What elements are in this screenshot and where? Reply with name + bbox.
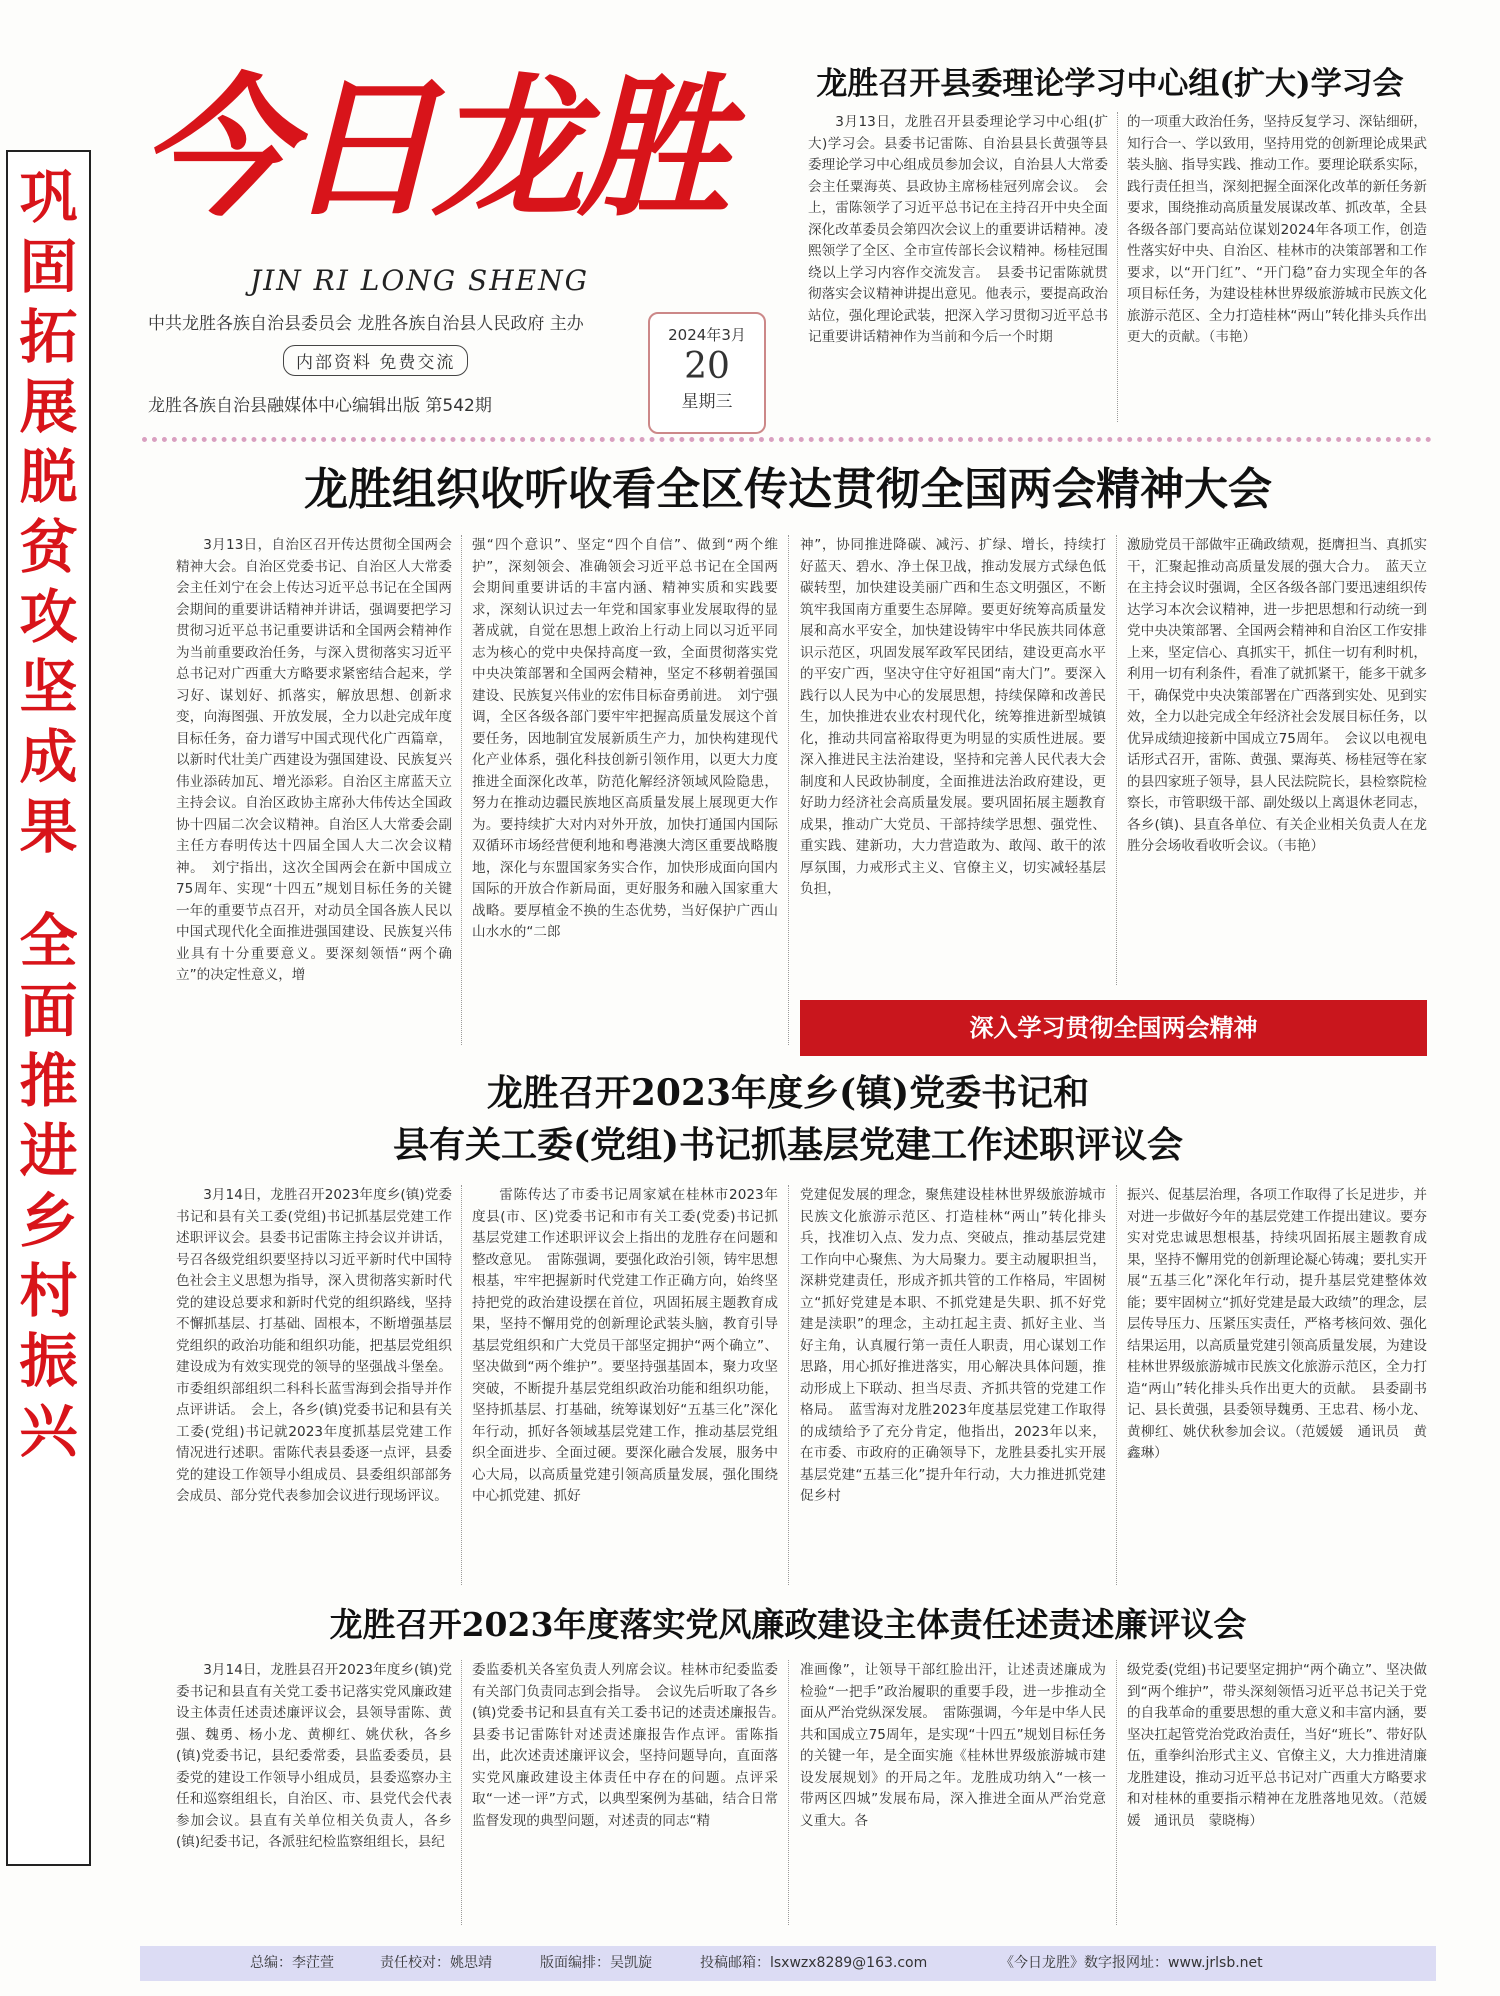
slogan-char: 面 [19, 977, 78, 1045]
column-divider [1117, 112, 1118, 422]
slogan-char: 脱 [19, 443, 78, 511]
slogan-char: 进 [19, 1117, 78, 1185]
footer-email[interactable]: 投稿邮箱：lsxwzx8289@163.com [700, 1955, 928, 1971]
slogan-char: 拓 [19, 303, 78, 371]
column-divider [461, 535, 462, 1045]
article2-column [176, 535, 452, 1055]
slogan-char: 全 [19, 907, 78, 975]
article4-text: 3月14日，龙胜县召开2023年度乡(镇)党委书记和县直有关党工委书记落实党风廉政建设主体责任述责述廉评议会，县领导雷陈、黄强、魏勇、杨小龙、黄柳红、姚伏秋，各乡(镇)党委书记，县纪委常委，县监委委员，县委党的建设工作领导小组成员，县委巡察办主任和巡察组组长，自治区、市、县党代会代表参加会议。县直有关单位相关负责人，各乡(镇)纪委书记，各派驻纪检监察组组长，县纪 [176, 1662, 452, 1850]
slogan-char: 推 [19, 1047, 78, 1115]
slogan-char: 贫 [19, 513, 78, 581]
article4-text: 级党委(党组)书记要坚定拥护“两个确立”、坚决做到“两个维护”，带头深刻领悟习近平总书记关于党的自我革命的重要思想的重大意义和丰富内涵，要坚决扛起管党治党政治责任，当好“班长”、带好队伍，重拳纠治形式主义、官僚主义，大力推进清廉龙胜建设，推动习近平总书记对广西重大方略要求和对桂林的重要指示精神在龙胜落地见效。（范媛媛 通讯员 蒙晓梅） [1127, 1662, 1427, 1829]
article2-column [1127, 535, 1427, 990]
article3-text: 党建促发展的理念，聚焦建设桂林世界级旅游城市民族文化旅游示范区、打造桂林“两山”转化排头兵，找准切入点、发力点、突破点，推动基层党建工作向中心聚焦、为大局聚力。要主动履职担当，深耕党建责任，形成齐抓共管的工作格局，牢固树立“抓好党建是本职、不抓党建是失职、抓不好党建是渎职”的理念，主动扛起主责、抓好主业、当好主角，认真履行第一责任人职责，用心谋划工作思路，用心抓好推进落实，用心解决具体问题，推动形成上下联动、担当尽责、齐抓共管的党建工作格局。 蓝雪海对龙胜2023年度基层党建工作取得的成绩给予了充分肯定，他指出，2023年以来，在市委、市政府的正确领导下，龙胜县委扎实开展基层党建“五基三化”提升年行动，大力推进抓党建促乡村 [800, 1187, 1106, 1504]
footer-chief-editor: 总编：李茳萱 [250, 1955, 334, 1971]
column-divider [788, 535, 789, 1045]
column-divider [1116, 1660, 1117, 1925]
masthead-sponsor: 中共龙胜各族自治县委员会 龙胜各族自治县人民政府 主办 [148, 314, 584, 334]
article3-text: 3月14日，龙胜召开2023年度乡(镇)党委书记和县有关工委(党组)书记抓基层党建工作述职评议会。县委书记雷陈主持会议并讲话，号召各级党组织要坚持以习近平新时代中国特色社会主义思想为指导，深入贯彻落实新时代党的建设总要求和新时代党的组织路线，坚持不懈抓基层、打基础、固根本，不断增强基层党组织的政治功能和组织功能，把基层党组织建设成为有效实现党的领导的坚强战斗堡垒。市委组织部组织二科科长蓝雪海到会指导并作点评讲话。 会上，各乡(镇)党委书记和县有关工委(党组)书记就2023年度抓基层党建工作情况进行述职。雷陈代表县委逐一点评，县委党的建设工作领导小组成员、县委组织部部务会成员、部分党代表参加会议进行现场评议。 [176, 1187, 452, 1504]
slogan-char: 巩 [19, 163, 78, 231]
article2-column [800, 535, 1106, 990]
article2-text: 神”，协同推进降碳、减污、扩绿、增长，持续打好蓝天、碧水、净土保卫战，推动发展方式绿色低碳转型，加快建设美丽广西和生态文明强区，不断筑牢我国南方重要生态屏障。要更好统筹高质量发展和高水平安全，加快建设铸牢中华民族共同体意识示范区，巩固发展军政军民团结，建设更高水平的平安广西，坚决守住守好祖国“南大门”。要深入践行以人民为中心的发展思想，持续保障和改善民生，加快推进农业农村现代化，统筹推进新型城镇化，推动共同富裕取得更为明显的实质性进展。要深入推进民主法治建设，坚持和完善人民代表大会制度和人民政协制度，全面推进法治政府建设，更好助力经济社会高质量发展。要巩固拓展主题教育成果，推动广大党员、干部持续学思想、强党性、重实践、建新功，大力营造敢为、敢闯、敢干的浓厚氛围，力戒形式主义、官僚主义，切实减轻基层负担， [800, 537, 1106, 897]
article4-column [1127, 1660, 1427, 1932]
article2-text: 3月13日，自治区召开传达贯彻全国两会精神大会。自治区党委书记、自治区人大常委会主任刘宁在会上传达习近平总书记在全国两会期间的重要讲话精神并讲话，强调要把学习贯彻习近平总书记重要讲话和全国两会精神作为当前重要政治任务，与深入贯彻落实习近平总书记对广西重大方略要求紧密结合起来，学习好、谋划好、抓落实，解放思想、创新求变，向海图强、开放发展，全力以赴完成年度目标任务，奋力谱写中国式现代化广西篇章，以新时代壮美广西建设为强国建设、民族复兴伟业添砖加瓦、增光添彩。自治区主席蓝天立主持会议。自治区政协主席孙大伟传达全国政协十四届二次会议精神。自治区人大常委会副主任方春明传达十四届全国人大二次会议精神。 刘宁指出，这次全国两会在新中国成立75周年、实现“十四五”规划目标任务的关键一年的重要节点召开，对动员全国各族人民以中国式现代化全面推进强国建设、民族复兴伟业具有十分重要意义。要深刻领悟“两个确立”的决定性意义，增 [176, 537, 452, 983]
column-divider [1116, 535, 1117, 985]
column-divider [788, 1185, 789, 1585]
slogan-char: 果 [19, 793, 78, 861]
slogan-char: 兴 [19, 1397, 78, 1465]
article1-headline: 龙胜召开县委理论学习中心组(扩大)学习会 [816, 66, 1404, 102]
article3-column [176, 1185, 452, 1595]
article1-column [808, 112, 1108, 427]
article3-headline-line2: 县有关工委(党组)书记抓基层党建工作述职评议会 [392, 1124, 1184, 1166]
masthead-pinyin: JIN RI LONG SHENG [250, 264, 589, 297]
slogan-char: 攻 [19, 583, 78, 651]
vertical-slogan [6, 150, 91, 1866]
slogan-char: 成 [19, 723, 78, 791]
slogan-char: 展 [19, 373, 78, 441]
column-divider [461, 1660, 462, 1925]
slogan-char: 坚 [19, 653, 78, 721]
article1-text: 的一项重大政治任务，坚持反复学习、深钻细研，知行合一、学以致用，坚持用党的创新理论成果武装头脑、指导实践、推动工作。要理论联系实际，践行责任担当，深刻把握全面深化改革的新任务新要求，围绕推动高质量发展谋改革、抓改革，全县各级各部门要高站位谋划2024年各项工作，创造性落实好中央、自治区、桂林市的决策部署和工作要求，以“开门红”、“开门稳”奋力实现全年的各项目标任务，为建设桂林世界级旅游城市民族文化旅游示范区、全力打造桂林“两山”转化排头兵作出更大的贡献。（韦艳） [1127, 114, 1427, 345]
footer-layout-editor: 版面编排：吴凯旋 [540, 1955, 652, 1971]
article4-column [472, 1660, 792, 1932]
article1-text: 3月13日，龙胜召开县委理论学习中心组(扩大)学习会。县委书记雷陈、自治县县长黄强等县委理论学习中心组成员参加会议，自治县人大常委会主任粟海英、县政协主席杨桂冠列席会议。 会上，雷陈领学了习近平总书记在主持召开中央全面深化改革委员会第四次会议上的重要讲话精神。凌熙领学了全区、全市宣传部长会议精神。杨桂冠围绕以上学习内容作交流发言。 县委书记雷陈就贯彻落实会议精神讲提出意见。他表示，要提高政治站位，强化理论武装，把深入学习贯彻习近平总书记重要讲话精神作为当前和今后一个时期 [808, 114, 1108, 345]
masthead-publisher: 龙胜各族自治县融媒体中心编辑出版 第542期 [148, 396, 492, 416]
article2-column [472, 535, 778, 1055]
article4-column [800, 1660, 1106, 1932]
slogan-char: 固 [19, 233, 78, 301]
article2-headline: 龙胜组织收听收看全区传达贯彻全国两会精神大会 [304, 464, 1272, 515]
section-separator [142, 437, 1432, 442]
date-year-month: 2024年3月 [668, 326, 746, 344]
article3-text: 振兴、促基层治理，各项工作取得了长足进步，并对进一步做好今年的基层党建工作提出建议。要夯实对党忠诚思想根基，持续巩固拓展主题教育成果，坚持不懈用党的创新理论凝心铸魂；要扎实开展“五基三化”深化年行动，提升基层党建整体效能；要牢固树立“抓好党建是最大政绩”的理念，层层传导压力、压紧压实责任，严格考核问效、强化结果运用，以高质量党建引领高质量发展，为建设桂林世界级旅游城市民族文化旅游示范区，全力打造“两山”转化排头兵作出更大的贡献。 县委副书记、县长黄强，县委领导魏勇、王忠君、杨小龙、黄柳红、姚伏秋参加会议。（范媛媛 通讯员 黄鑫琳） [1127, 1187, 1427, 1461]
date-box [648, 312, 766, 434]
column-divider [788, 1660, 789, 1925]
slogan-char: 振 [19, 1327, 78, 1395]
date-weekday: 星期三 [681, 392, 733, 412]
article1-column [1127, 112, 1427, 427]
masthead-title: 今日龙胜 [140, 58, 724, 237]
date-day: 20 [684, 346, 730, 387]
article2-text: 强“四个意识”、坚定“四个自信”、做到“两个维护”，深刻领会、准确领会习近平总书记在全国两会期间重要讲话的丰富内涵、精神实质和实践要求，深刻认识过去一年党和国家事业发展取得的显著成就，自觉在思想上政治上行动上同以习近平同志为核心的党中央保持高度一致，全面贯彻落实党中央决策部署和全国两会精神，坚定不移朝着强国建设、民族复兴伟业的宏伟目标奋勇前进。 刘宁强调，全区各级各部门要牢牢把握高质量发展这个首要任务，因地制宜发展新质生产力，加快构建现代化产业体系，强化科技创新引领作用，以更大力度推进全面深化改革，防范化解经济领域风险隐患，努力在推动边疆民族地区高质量发展上展现更大作为。要持续扩大对内对外开放，加快打通国内国际双循环市场经营便利地和粤港澳大湾区重要战略腹地，深化与东盟国家务实合作，加快形成面向国内国际的开放合作新局面，更好服务和融入国家重大战略。要厚植金不换的生态优势，当好保护广西山山水水的“二郎 [472, 537, 778, 940]
internal-notice: 内部资料 免费交流 [283, 345, 468, 376]
article3-column [800, 1185, 1106, 1595]
column-divider [461, 1185, 462, 1585]
column-divider [1116, 1185, 1117, 1585]
article4-text: 准画像”，让领导干部红脸出汗，让述责述廉成为检验“一把手”政治履职的重要手段，进一步推动全面从严治党纵深发展。 雷陈强调，今年是中华人民共和国成立75周年，是实现“十四五”规划目标任务的关键一年，是全面实施《桂林世界级旅游城市建设发展规划》的开局之年。龙胜成功纳入“一核一带两区四城”发展布局，深入推进全面从严治党意义重大。各 [800, 1662, 1106, 1829]
footer-proofreader: 责任校对：姚思靖 [380, 1955, 492, 1971]
slogan-char: 乡 [19, 1187, 78, 1255]
article4-text: 委监委机关各室负责人列席会议。桂林市纪委监委有关部门负责同志到会指导。 会议先后听取了各乡(镇)党委书记和县直有关工委书记的述责述廉报告。 县委书记雷陈针对述责述廉报告作点评。雷陈指出，此次述责述廉评议会，坚持问题导向，直面落实党风廉政建设主体责任中存在的问题。点评采取“一述一评”方式，以典型案例为基础，结合日常监督发现的典型问题，对述责的同志“精 [472, 1662, 792, 1829]
article3-headline-line1: 龙胜召开2023年度乡(镇)党委书记和 [486, 1072, 1090, 1114]
article2-text: 激励党员干部做牢正确政绩观，挺膺担当、真抓实干，汇聚起推动高质量发展的强大合力。 蓝天立在主持会议时强调，全区各级各部门要迅速组织传达学习本次会议精神，进一步把思想和行动统一到党中央决策部署、全国两会精神和自治区工作安排上来，坚定信心、真抓实干，抓住一切有利时机，利用一切有利条件，看准了就抓紧干，能多干就多干，确保党中央决策部署在广西落到实处、见到实效，全力以赴完成全年经济社会发展目标任务，以优异成绩迎接新中国成立75周年。 会议以电视电话形式召开，雷陈、黄强、粟海英、杨桂冠等在家的县四家班子领导，县人民法院院长，县检察院检察长，市管职级干部、副处级以上离退休老同志，各乡(镇)、县直各单位、有关企业相关负责人在龙胜分会场收看收听会议。（韦艳） [1127, 537, 1427, 854]
article4-headline: 龙胜召开2023年度落实党风廉政建设主体责任述责述廉评议会 [329, 1605, 1247, 1644]
article4-column [176, 1660, 452, 1932]
article3-column [1127, 1185, 1427, 1595]
footer-website[interactable]: 《今日龙胜》数字报网址：www.jrlsb.net [1000, 1955, 1263, 1971]
slogan-char: 村 [19, 1257, 78, 1325]
article3-column [472, 1185, 778, 1595]
article3-text: 雷陈传达了市委书记周家斌在桂林市2023年度县(市、区)党委书记和市有关工委(党委)书记抓基层党建工作述职评议会上指出的龙胜存在问题和整改意见。 雷陈强调，要强化政治引领，铸牢思想根基，牢牢把握新时代党建工作正确方向，始终坚持把党的政治建设摆在首位，巩固拓展主题教育成果，坚持不懈用党的创新理论武装头脑，教育引导基层党组织和广大党员干部坚定拥护“两个确立”、坚决做到“两个维护”。要坚持强基固本，聚力攻坚突破，不断提升基层党组织政治功能和组织功能，坚持抓基层、打基础，统筹谋划好“五基三化”深化年行动，抓好各领域基层党建工作，推动基层党组织全面进步、全面过硬。要深化融合发展，服务中心大局，以高质量党建引领高质量发展，强化围绕中心抓党建、抓好 [472, 1187, 778, 1504]
theme-banner: 深入学习贯彻全国两会精神 [800, 1000, 1427, 1056]
footer-bar [140, 1946, 1436, 1981]
